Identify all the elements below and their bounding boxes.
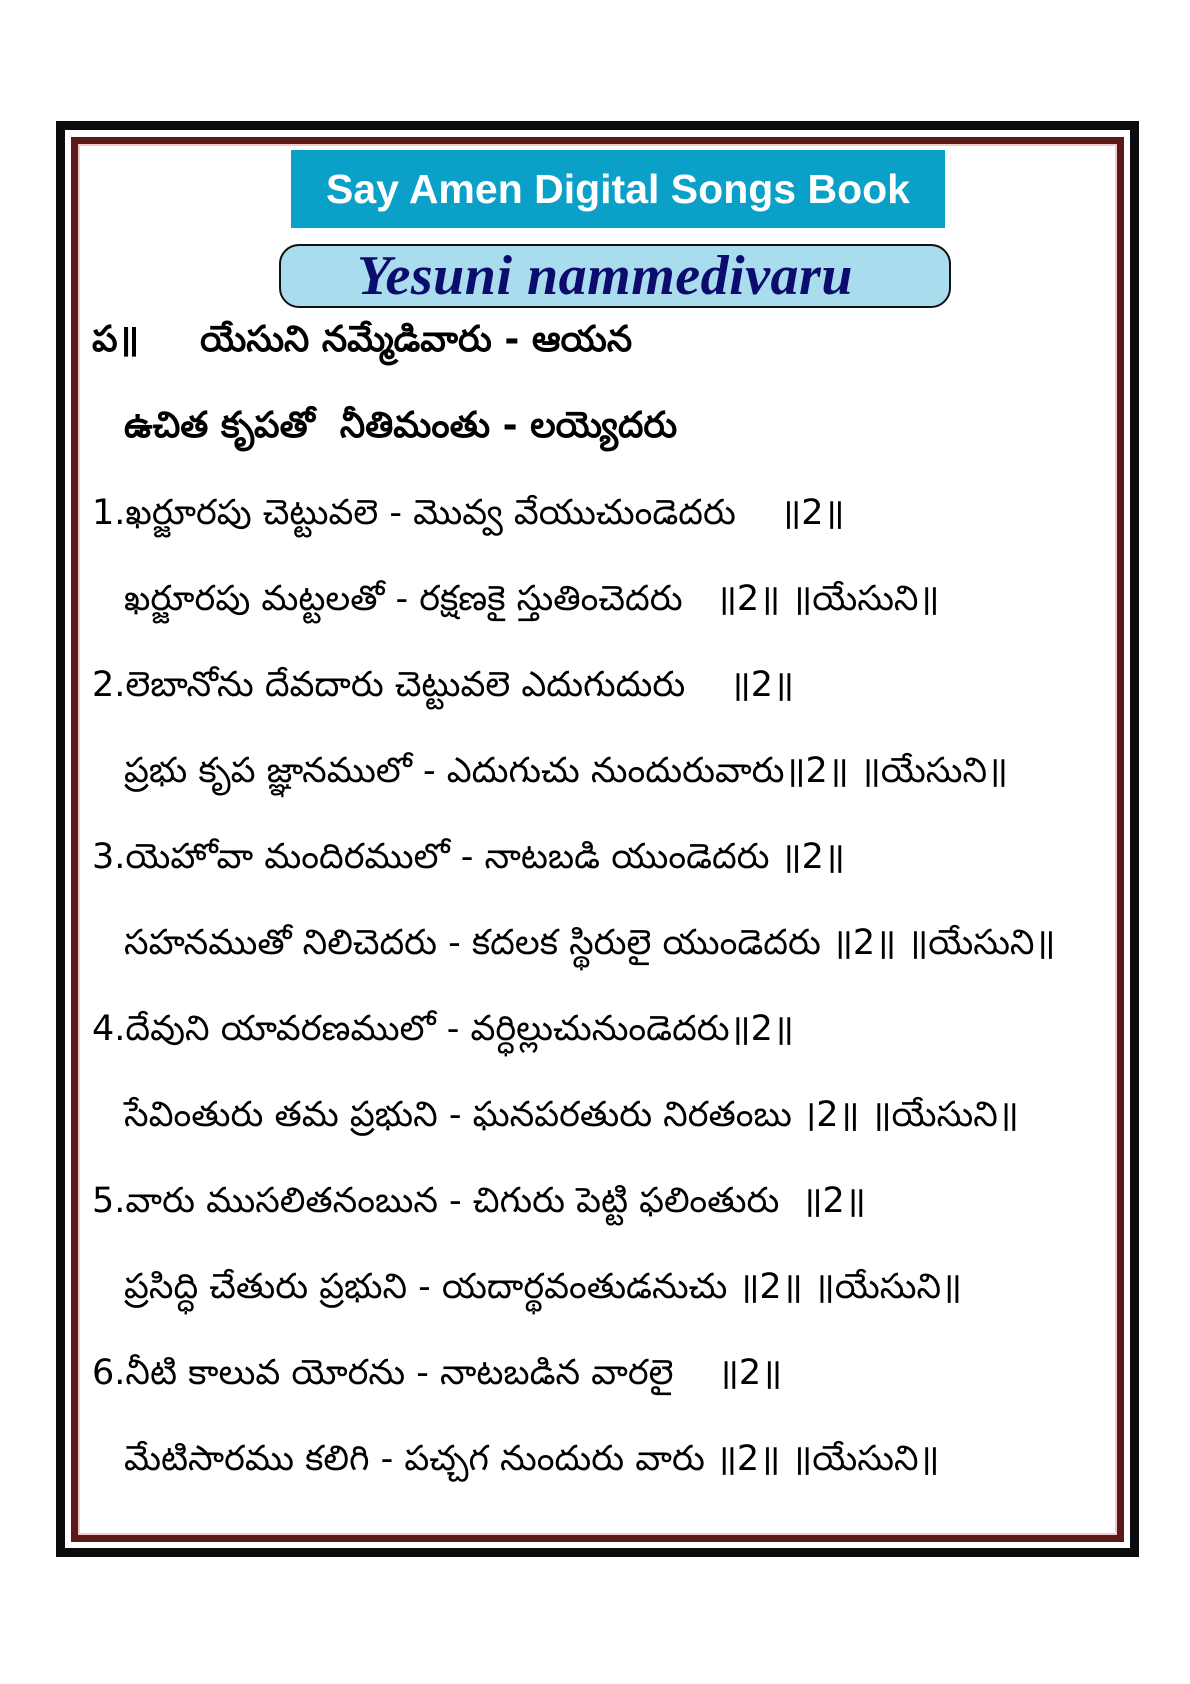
chorus-line-1-text: యేసుని నమ్మేడివారు - ఆయన [200, 319, 633, 360]
verse-3-line-1: 3.యెహోవా మందిరములో - నాటబడి యుండెదరు ॥2॥ [92, 837, 845, 877]
verse-5-line-1: 5.వారు ముసలితనంబున - చిగురు పెట్టి ఫలింతురు ॥2॥ [92, 1181, 866, 1221]
chorus-line-2: ఉచిత కృపతో నీతిమంతు - లయ్యెదరు [124, 405, 678, 446]
verse-2-line-2: ప్రభు కృప జ్ఞానములో - ఎదుగుచు నుందురువారు॥2॥ ॥యేసుని॥ [124, 751, 1009, 791]
chorus-line-1 [92, 319, 633, 360]
verse-5-line-2: ప్రసిద్ధి చేతురు ప్రభుని - యదార్థవంతుడనుచు ॥2॥ ॥యేసుని॥ [124, 1267, 962, 1307]
verse-6-line-1: 6.నీటి కాలువ యోరను - నాటబడిన వారలై ॥2॥ [92, 1353, 783, 1393]
verse-6-line-2: మేటిసారము కలిగి - పచ్చగ నుందురు వారు ॥2॥ ॥యేసుని॥ [124, 1439, 940, 1479]
song-title: Yesuni nammedivaru [357, 245, 853, 307]
verse-4-line-1: 4.దేవుని యావరణములో - వర్ధిల్లుచునుండెదరు॥2॥ [92, 1009, 794, 1049]
banner-text: Say Amen Digital Songs Book [326, 165, 910, 212]
verse-1-line-2: ఖర్జూరపు మట్టలతో - రక్షణకై స్తుతించెదరు ॥2॥ ॥యేసుని॥ [124, 579, 940, 619]
verse-2-line-1: 2.లెబానోను దేవదారు చెట్టువలె ఎదుగుదురు ॥2॥ [92, 665, 794, 705]
verse-3-line-2: సహనముతో నిలిచెదరు - కదలక స్థిరులై యుండెదరు ॥2॥ ॥యేసుని॥ [124, 923, 1056, 963]
chorus-tag: ప॥ [92, 319, 140, 360]
verse-4-line-2: సేవింతురు తమ ప్రభుని - ఘనపరతురు నిరతంబు ।2॥ ॥యేసుని॥ [124, 1095, 1019, 1135]
verse-1-line-1: 1.ఖర్జూరపు చెట్టువలె - మొవ్వ వేయుచుండెదరు ॥2॥ [92, 493, 845, 533]
song-title-box [279, 244, 951, 308]
songbook-banner [291, 150, 945, 228]
